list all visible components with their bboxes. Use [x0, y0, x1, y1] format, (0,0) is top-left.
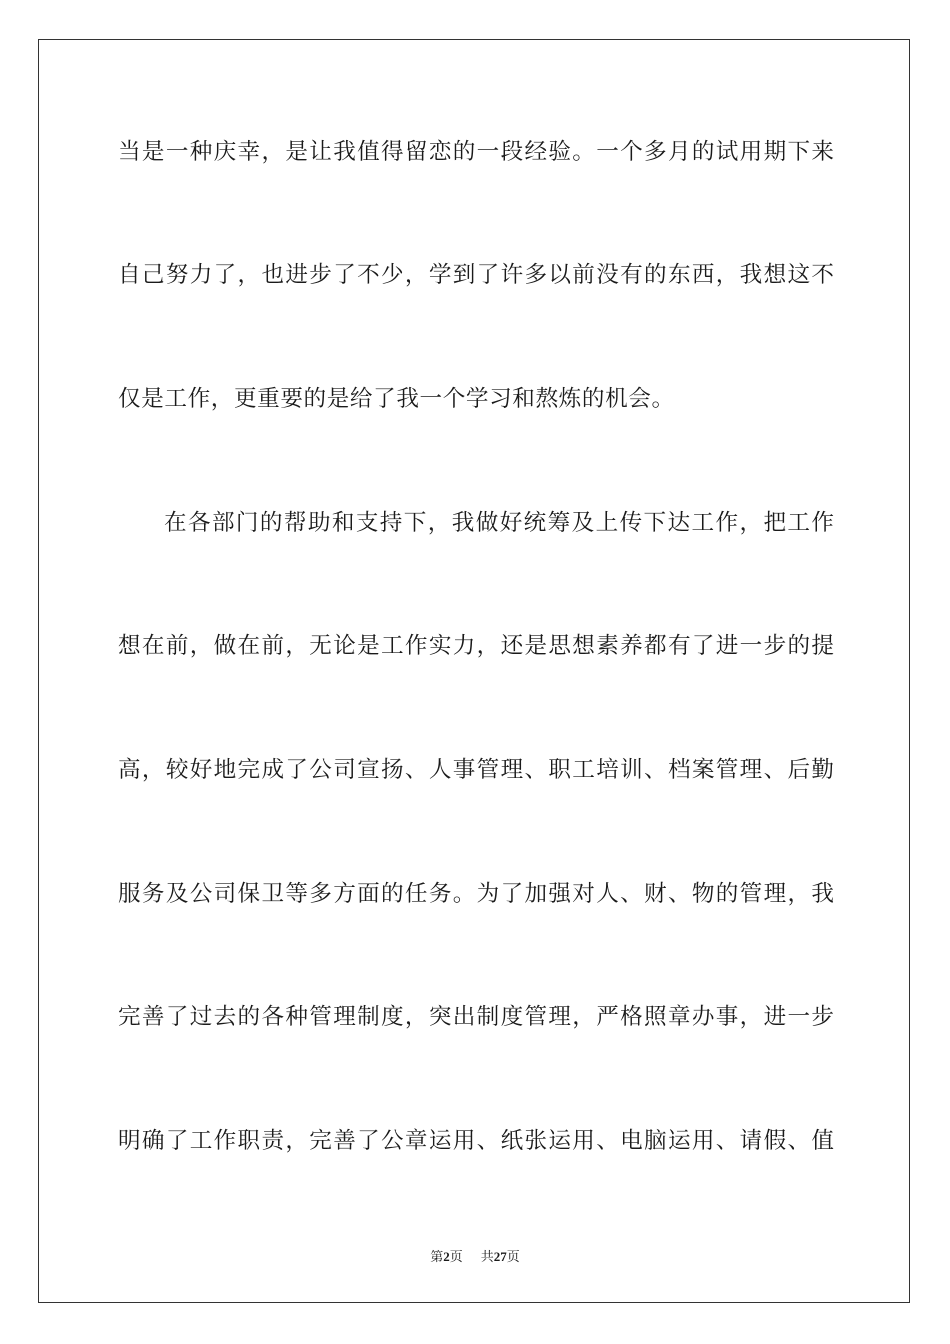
- page-suffix: 页: [449, 1250, 463, 1265]
- page-border: [38, 39, 910, 1303]
- total-prefix: 共: [480, 1250, 494, 1265]
- page-number: 2: [443, 1249, 450, 1264]
- body-line-6: 高，较好地完成了公司宣扬、人事管理、职工培训、档案管理、后勤: [118, 757, 834, 783]
- body-line-5: 想在前，做在前，无论是工作实力，还是思想素养都有了进一步的提: [118, 633, 834, 659]
- page-footer: [0, 1246, 950, 1265]
- body-line-1: 当是一种庆幸，是让我值得留恋的一段经验。一个多月的试用期下来: [118, 139, 834, 165]
- page-prefix: 第: [430, 1250, 444, 1265]
- body-line-9: 明确了工作职责，完善了公章运用、纸张运用、电脑运用、请假、值: [118, 1128, 834, 1154]
- body-line-7: 服务及公司保卫等多方面的任务。为了加强对人、财、物的管理，我: [118, 881, 834, 907]
- body-line-8: 完善了过去的各种管理制度，突出制度管理，严格照章办事，进一步: [118, 1004, 834, 1030]
- total-pages: 27: [493, 1249, 507, 1264]
- body-line-2: 自己努力了，也进步了不少，学到了许多以前没有的东西，我想这不: [118, 262, 834, 288]
- body-line-3: 仅是工作，更重要的是给了我一个学习和熬炼的机会。: [118, 386, 675, 412]
- total-suffix: 页: [506, 1250, 520, 1265]
- body-line-4: 在各部门的帮助和支持下，我做好统筹及上传下达工作，把工作: [164, 510, 834, 536]
